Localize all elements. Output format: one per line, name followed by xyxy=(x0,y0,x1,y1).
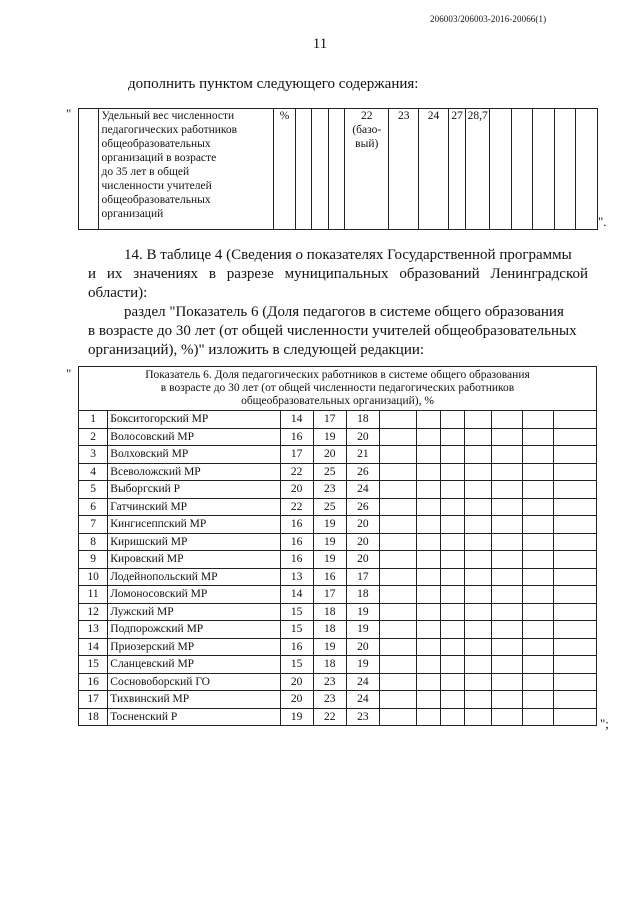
empty-cell xyxy=(465,428,492,446)
value-cell: 24 xyxy=(346,691,379,709)
row-number: 18 xyxy=(79,708,108,726)
paragraph-line: организаций), %)" изложить в следующей редакции: xyxy=(88,342,425,358)
empty-cell xyxy=(379,691,416,709)
value-cell: 14 xyxy=(280,411,313,429)
empty-cell xyxy=(379,516,416,534)
empty-cell xyxy=(523,656,554,674)
value-cell: 20 xyxy=(280,481,313,499)
open-quote: " xyxy=(66,366,72,381)
empty-cell xyxy=(492,656,523,674)
value-cell: 16 xyxy=(313,568,346,586)
empty-cell xyxy=(328,109,344,230)
value-cell: 16 xyxy=(280,533,313,551)
empty-cell xyxy=(533,109,555,230)
paragraph-line: раздел "Показатель 6 (Доля педагогов в системе общего образования xyxy=(124,304,564,320)
district-name: Киришский МР xyxy=(108,533,280,551)
table-row xyxy=(79,463,597,481)
empty-cell xyxy=(379,551,416,569)
value-cell: 19 xyxy=(346,656,379,674)
empty-cell xyxy=(465,446,492,464)
district-name: Волосовский МР xyxy=(108,428,280,446)
empty-cell xyxy=(492,463,523,481)
value-cell: 25 xyxy=(313,463,346,481)
empty-cell xyxy=(492,481,523,499)
value-cell: 20 xyxy=(346,638,379,656)
district-name: Волховский МР xyxy=(108,446,280,464)
indicator-value: 27 xyxy=(448,109,465,230)
value-cell: 16 xyxy=(280,551,313,569)
value-cell: 20 xyxy=(280,691,313,709)
district-name: Тосненский Р xyxy=(108,708,280,726)
empty-cell xyxy=(511,109,533,230)
empty-cell xyxy=(492,708,523,726)
district-name: Гатчинский МР xyxy=(108,498,280,516)
indicator-name-line: общеобразовательных xyxy=(101,138,211,150)
empty-cell xyxy=(441,516,465,534)
value-cell: 22 xyxy=(313,708,346,726)
empty-cell xyxy=(417,428,441,446)
value-cell: 23 xyxy=(313,691,346,709)
indicator-name-line: общеобразовательных xyxy=(101,194,211,206)
empty-cell xyxy=(553,638,596,656)
empty-cell xyxy=(553,446,596,464)
empty-cell xyxy=(523,603,554,621)
empty-cell xyxy=(465,621,492,639)
value-cell: 14 xyxy=(280,586,313,604)
empty-cell xyxy=(441,533,465,551)
empty-cell xyxy=(465,551,492,569)
empty-cell xyxy=(523,708,554,726)
row-number: 1 xyxy=(79,411,108,429)
value-cell: 24 xyxy=(346,673,379,691)
value-cell: 19 xyxy=(313,428,346,446)
indicator-table xyxy=(78,108,598,230)
empty-cell xyxy=(492,638,523,656)
empty-cell xyxy=(441,708,465,726)
value-cell: 20 xyxy=(280,673,313,691)
value-cell: 17 xyxy=(313,586,346,604)
value-cell: 16 xyxy=(280,428,313,446)
empty-cell xyxy=(576,109,598,230)
empty-cell xyxy=(465,656,492,674)
value-cell: 20 xyxy=(346,533,379,551)
base-value-line: вый) xyxy=(355,138,379,150)
district-name: Выборгский Р xyxy=(108,481,280,499)
empty-cell xyxy=(441,498,465,516)
value-cell: 26 xyxy=(346,498,379,516)
indicator-name-line: организаций xyxy=(101,208,164,220)
empty-cell xyxy=(553,708,596,726)
empty-cell xyxy=(379,411,416,429)
empty-cell xyxy=(523,533,554,551)
table-row xyxy=(79,638,597,656)
table-header-line: Показатель 6. Доля педагогических работников в системе общего образования xyxy=(145,369,530,381)
empty-cell xyxy=(465,568,492,586)
empty-cell xyxy=(553,481,596,499)
empty-cell xyxy=(441,691,465,709)
empty-cell xyxy=(523,551,554,569)
row-number: 6 xyxy=(79,498,108,516)
empty-cell xyxy=(379,621,416,639)
value-cell: 13 xyxy=(280,568,313,586)
value-cell: 19 xyxy=(346,621,379,639)
empty-cell xyxy=(441,621,465,639)
empty-cell xyxy=(492,691,523,709)
value-cell: 22 xyxy=(280,463,313,481)
indicator-base-value xyxy=(345,109,389,230)
empty-cell xyxy=(523,446,554,464)
value-cell: 18 xyxy=(313,656,346,674)
value-cell: 20 xyxy=(346,516,379,534)
empty-cell xyxy=(465,691,492,709)
row-number: 9 xyxy=(79,551,108,569)
empty-cell xyxy=(441,463,465,481)
table-row xyxy=(79,428,597,446)
empty-cell xyxy=(417,516,441,534)
value-cell: 17 xyxy=(280,446,313,464)
value-cell: 18 xyxy=(313,621,346,639)
empty-cell xyxy=(441,446,465,464)
empty-cell xyxy=(417,498,441,516)
empty-cell xyxy=(492,498,523,516)
district-name: Кингисеппский МР xyxy=(108,516,280,534)
value-cell: 23 xyxy=(313,481,346,499)
base-value-line: 22 xyxy=(360,110,373,122)
base-value-line: (базо- xyxy=(352,124,382,136)
empty-cell xyxy=(379,673,416,691)
empty-cell xyxy=(465,586,492,604)
value-cell: 25 xyxy=(313,498,346,516)
empty-cell xyxy=(523,673,554,691)
empty-cell xyxy=(523,586,554,604)
value-cell: 15 xyxy=(280,656,313,674)
empty-cell xyxy=(465,708,492,726)
district-name: Сосновоборский ГО xyxy=(108,673,280,691)
open-quote: " xyxy=(66,106,72,121)
table-row xyxy=(79,498,597,516)
district-name: Ломоносовский МР xyxy=(108,586,280,604)
indicator-value: 23 xyxy=(389,109,419,230)
empty-cell xyxy=(553,411,596,429)
empty-cell xyxy=(379,568,416,586)
empty-cell xyxy=(553,673,596,691)
value-cell: 18 xyxy=(346,586,379,604)
empty-cell xyxy=(417,551,441,569)
value-cell: 19 xyxy=(280,708,313,726)
district-name: Лодейнопольский МР xyxy=(108,568,280,586)
district-name: Тихвинский МР xyxy=(108,691,280,709)
empty-cell xyxy=(417,411,441,429)
row-number: 16 xyxy=(79,673,108,691)
table-row xyxy=(79,673,597,691)
paragraph-line: и их значениях в разрезе муниципальных образований Ленинградской xyxy=(88,266,588,282)
empty-cell xyxy=(379,638,416,656)
empty-cell xyxy=(523,411,554,429)
empty-cell xyxy=(465,533,492,551)
district-name: Бокситогорский МР xyxy=(108,411,280,429)
table-row xyxy=(79,708,597,726)
empty-cell xyxy=(553,603,596,621)
empty-cell xyxy=(465,638,492,656)
indicator-name-line: Удельный вес численности xyxy=(101,110,235,122)
empty-cell xyxy=(492,446,523,464)
empty-cell xyxy=(492,673,523,691)
value-cell: 19 xyxy=(313,638,346,656)
row-number: 17 xyxy=(79,691,108,709)
indicator-name-line: численности учителей xyxy=(101,180,212,192)
page-number: 11 xyxy=(312,36,328,52)
empty-cell xyxy=(417,568,441,586)
table-row xyxy=(79,551,597,569)
empty-cell xyxy=(465,603,492,621)
table-row xyxy=(79,446,597,464)
empty-cell xyxy=(490,109,512,230)
value-cell: 19 xyxy=(313,533,346,551)
empty-cell xyxy=(523,481,554,499)
empty-cell xyxy=(523,568,554,586)
indicator-row-number xyxy=(79,109,99,230)
value-cell: 17 xyxy=(313,411,346,429)
paragraph-line: в возрасте до 30 лет (от общей численности учителей общеобразовательных xyxy=(88,323,577,339)
table-row xyxy=(79,481,597,499)
empty-cell xyxy=(417,481,441,499)
empty-cell xyxy=(441,551,465,569)
empty-cell xyxy=(441,568,465,586)
empty-cell xyxy=(441,603,465,621)
table-header-line: в возрасте до 30 лет (от общей численности педагогических работников xyxy=(160,382,515,394)
value-cell: 18 xyxy=(346,411,379,429)
empty-cell xyxy=(465,481,492,499)
empty-cell xyxy=(417,533,441,551)
empty-cell xyxy=(379,446,416,464)
empty-cell xyxy=(379,708,416,726)
table-row xyxy=(79,691,597,709)
empty-cell xyxy=(312,109,328,230)
row-number: 10 xyxy=(79,568,108,586)
empty-cell xyxy=(417,708,441,726)
row-number: 5 xyxy=(79,481,108,499)
empty-cell xyxy=(553,533,596,551)
indicator-value: 28,7 xyxy=(466,109,490,230)
row-number: 12 xyxy=(79,603,108,621)
empty-cell xyxy=(553,656,596,674)
table-row xyxy=(79,411,597,429)
value-cell: 26 xyxy=(346,463,379,481)
empty-cell xyxy=(492,533,523,551)
row-number: 4 xyxy=(79,463,108,481)
empty-cell xyxy=(379,533,416,551)
empty-cell xyxy=(553,498,596,516)
empty-cell xyxy=(379,498,416,516)
empty-cell xyxy=(417,638,441,656)
table-header xyxy=(79,367,597,411)
value-cell: 24 xyxy=(346,481,379,499)
table-header-line: общеобразовательных организаций), % xyxy=(241,395,434,407)
empty-cell xyxy=(379,586,416,604)
value-cell: 16 xyxy=(280,638,313,656)
row-number: 15 xyxy=(79,656,108,674)
district-name: Лужский МР xyxy=(108,603,280,621)
empty-cell xyxy=(465,411,492,429)
district-name: Кировский МР xyxy=(108,551,280,569)
empty-cell xyxy=(492,621,523,639)
close-quote: "; xyxy=(600,716,609,731)
empty-cell xyxy=(441,656,465,674)
indicator-name-line: педагогических работников xyxy=(101,124,238,136)
intro-text: дополнить пунктом следующего содержания: xyxy=(128,76,419,92)
empty-cell xyxy=(523,463,554,481)
indicator-unit: % xyxy=(274,109,296,230)
empty-cell xyxy=(465,498,492,516)
empty-cell xyxy=(441,673,465,691)
value-cell: 23 xyxy=(313,673,346,691)
empty-cell xyxy=(417,621,441,639)
indicator-name xyxy=(98,109,274,230)
empty-cell xyxy=(379,428,416,446)
empty-cell xyxy=(417,586,441,604)
table-body xyxy=(79,411,597,726)
empty-cell xyxy=(379,481,416,499)
empty-cell xyxy=(492,568,523,586)
empty-cell xyxy=(492,551,523,569)
empty-cell xyxy=(441,428,465,446)
value-cell: 17 xyxy=(346,568,379,586)
row-number: 13 xyxy=(79,621,108,639)
table-row xyxy=(79,586,597,604)
table-row xyxy=(79,603,597,621)
empty-cell xyxy=(465,673,492,691)
empty-cell xyxy=(417,463,441,481)
row-number: 11 xyxy=(79,586,108,604)
value-cell: 21 xyxy=(346,446,379,464)
row-number: 3 xyxy=(79,446,108,464)
paragraph-line: 14. В таблице 4 (Сведения о показателях Государственной программы xyxy=(124,247,572,263)
indicator6-table xyxy=(78,366,597,726)
close-quote: ". xyxy=(598,214,607,229)
empty-cell xyxy=(553,428,596,446)
value-cell: 15 xyxy=(280,603,313,621)
row-number: 14 xyxy=(79,638,108,656)
value-cell: 22 xyxy=(280,498,313,516)
value-cell: 20 xyxy=(346,428,379,446)
district-name: Сланцевский МР xyxy=(108,656,280,674)
row-number: 8 xyxy=(79,533,108,551)
empty-cell xyxy=(492,411,523,429)
value-cell: 19 xyxy=(346,603,379,621)
value-cell: 19 xyxy=(313,516,346,534)
value-cell: 16 xyxy=(280,516,313,534)
empty-cell xyxy=(553,516,596,534)
value-cell: 19 xyxy=(313,551,346,569)
paragraph-line: области): xyxy=(88,285,148,301)
empty-cell xyxy=(417,446,441,464)
empty-cell xyxy=(492,603,523,621)
empty-cell xyxy=(441,481,465,499)
indicator-name-line: организаций в возрасте xyxy=(101,152,217,164)
empty-cell xyxy=(441,411,465,429)
empty-cell xyxy=(523,516,554,534)
empty-cell xyxy=(379,463,416,481)
empty-cell xyxy=(523,691,554,709)
empty-cell xyxy=(553,691,596,709)
value-cell: 23 xyxy=(346,708,379,726)
empty-cell xyxy=(553,568,596,586)
empty-cell xyxy=(553,621,596,639)
district-name: Приозерский МР xyxy=(108,638,280,656)
indicator-value: 24 xyxy=(419,109,449,230)
empty-cell xyxy=(465,516,492,534)
empty-cell xyxy=(553,463,596,481)
empty-cell xyxy=(492,516,523,534)
empty-cell xyxy=(379,656,416,674)
empty-cell xyxy=(441,586,465,604)
value-cell: 18 xyxy=(313,603,346,621)
table-row xyxy=(79,568,597,586)
indicator-name-line: до 35 лет в общей xyxy=(101,166,190,178)
district-name: Всеволожский МР xyxy=(108,463,280,481)
district-name: Подпорожский МР xyxy=(108,621,280,639)
value-cell: 20 xyxy=(313,446,346,464)
value-cell: 20 xyxy=(346,551,379,569)
table-row xyxy=(79,621,597,639)
table-row xyxy=(79,516,597,534)
empty-cell xyxy=(523,428,554,446)
row-number: 2 xyxy=(79,428,108,446)
empty-cell xyxy=(441,638,465,656)
empty-cell xyxy=(295,109,311,230)
empty-cell xyxy=(465,463,492,481)
empty-cell xyxy=(417,691,441,709)
empty-cell xyxy=(554,109,576,230)
empty-cell xyxy=(523,498,554,516)
row-number: 7 xyxy=(79,516,108,534)
empty-cell xyxy=(553,551,596,569)
empty-cell xyxy=(417,673,441,691)
empty-cell xyxy=(492,586,523,604)
empty-cell xyxy=(417,603,441,621)
empty-cell xyxy=(523,638,554,656)
empty-cell xyxy=(523,621,554,639)
table-row xyxy=(79,656,597,674)
table-row xyxy=(79,533,597,551)
empty-cell xyxy=(379,603,416,621)
empty-cell xyxy=(553,586,596,604)
empty-cell xyxy=(417,656,441,674)
document-id: 206003/206003-2016-20066(1) xyxy=(430,14,547,24)
empty-cell xyxy=(492,428,523,446)
value-cell: 15 xyxy=(280,621,313,639)
